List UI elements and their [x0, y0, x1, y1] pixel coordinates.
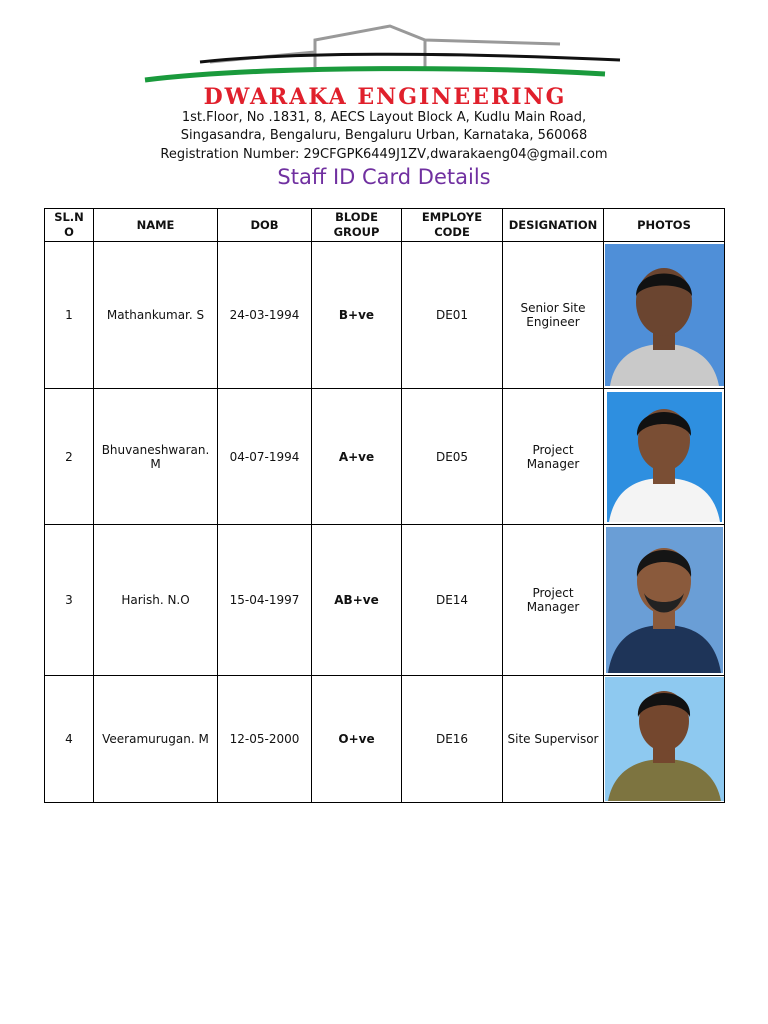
header-dob: DOB — [218, 209, 312, 242]
cell-employee-code: DE14 — [402, 525, 503, 676]
cell-blood-group: AB+ve — [312, 525, 402, 676]
person-photo-icon — [607, 392, 722, 522]
cell-name: Mathankumar. S — [94, 242, 218, 389]
cell-name: Bhuvaneshwaran. M — [94, 389, 218, 525]
person-photo-icon — [606, 527, 723, 673]
cell-designation: Project Manager — [503, 389, 604, 525]
person-photo-icon — [605, 244, 724, 386]
address-line-2: Singasandra, Bengaluru, Bengaluru Urban, Karnataka, 560068 — [180, 128, 588, 143]
cell-photo — [604, 242, 725, 389]
cell-sl-no: 2 — [45, 389, 94, 525]
registration-line: Registration Number: 29CFGPK6449J1ZV,dwarakaeng04@gmail.com — [160, 147, 608, 162]
cell-name: Veeramurugan. M — [94, 676, 218, 803]
cell-sl-no: 3 — [45, 525, 94, 676]
table-row — [45, 242, 725, 389]
header-photos: PHOTOS — [604, 209, 725, 242]
table-header-row — [45, 209, 725, 242]
cell-designation: Senior Site Engineer — [503, 242, 604, 389]
address-line-1: 1st.Floor, No .1831, 8, AECS Layout Block A, Kudlu Main Road, — [181, 110, 587, 125]
cell-sl-no: 1 — [45, 242, 94, 389]
table-row — [45, 389, 725, 525]
cell-photo — [604, 389, 725, 525]
cell-blood-group: B+ve — [312, 242, 402, 389]
cell-employee-code: DE05 — [402, 389, 503, 525]
header-blood-group: BLODE GROUP — [312, 209, 402, 242]
cell-employee-code: DE01 — [402, 242, 503, 389]
header-sl-no: SL.N O — [45, 209, 94, 242]
cell-designation: Project Manager — [503, 525, 604, 676]
cell-sl-no: 4 — [45, 676, 94, 803]
header-name: NAME — [94, 209, 218, 242]
cell-photo — [604, 676, 725, 803]
cell-blood-group: A+ve — [312, 389, 402, 525]
cell-name: Harish. N.O — [94, 525, 218, 676]
cell-designation: Site Supervisor — [503, 676, 604, 803]
company-logo — [140, 22, 630, 112]
cell-photo — [604, 525, 725, 676]
svg-text:DWARAKA ENGINEERING: DWARAKA ENGINEERING — [203, 84, 567, 110]
header-employee-code: EMPLOYE CODE — [402, 209, 503, 242]
house-roof-logo-icon — [140, 22, 630, 112]
cell-dob: 15-04-1997 — [218, 525, 312, 676]
cell-blood-group: O+ve — [312, 676, 402, 803]
table-row — [45, 525, 725, 676]
cell-dob: 04-07-1994 — [218, 389, 312, 525]
cell-dob: 24-03-1994 — [218, 242, 312, 389]
staff-table — [44, 208, 725, 803]
table-row — [45, 676, 725, 803]
page-title: Staff ID Card Details — [277, 165, 491, 189]
cell-employee-code: DE16 — [402, 676, 503, 803]
header-designation: DESIGNATION — [503, 209, 604, 242]
person-photo-icon — [605, 677, 724, 801]
cell-dob: 12-05-2000 — [218, 676, 312, 803]
